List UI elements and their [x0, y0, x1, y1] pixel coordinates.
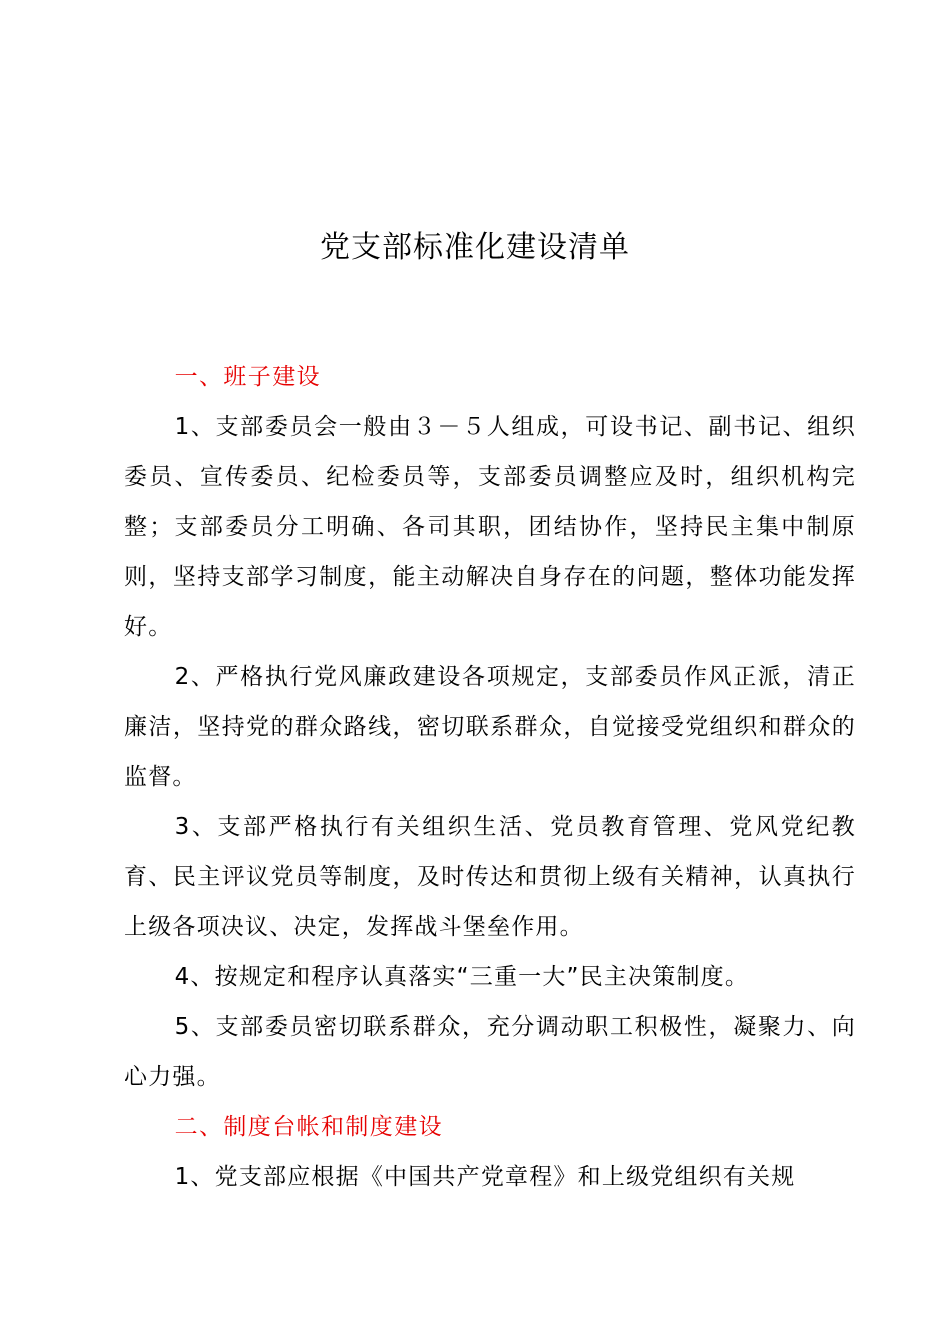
document-body [124, 352, 856, 1202]
paragraph-6: 1、党支部应根据《中国共产党章程》和上级党组织有关规 [174, 1164, 796, 1190]
paragraph-1: 1、支部委员会一般由３－５人组成，可设书记、副书记、组织委员、宣传委员、纪检委员等，支部委员调整应及时，组织机构完整；支部委员分工明确、各司其职，团结协作，坚持民主集中制原则，坚持支部学习制度，能主动解决自身存在的问题，整体功能发挥好。 [124, 414, 856, 640]
paragraph-4: 4、按规定和程序认真落实“三重一大”民主决策制度。 [174, 964, 750, 990]
paragraph-5: 5、支部委员密切联系群众，充分调动职工积极性，凝聚力、向心力强。 [124, 1014, 856, 1090]
paragraph-2: 2、严格执行党风廉政建设各项规定，支部委员作风正派，清正廉洁，坚持党的群众路线，密切联系群众，自觉接受党组织和群众的监督。 [124, 664, 856, 790]
paragraph-3: 3、支部严格执行有关组织生活、党员教育管理、党风党纪教育、民主评议党员等制度，及时传达和贯彻上级有关精神，认真执行上级各项决议、决定，发挥战斗堡垒作用。 [124, 814, 856, 940]
section-heading-leadership: 一、班子建设 [174, 364, 321, 390]
page-title: 党支部标准化建设清单 [320, 230, 630, 265]
section-heading-system: 二、制度台帐和制度建设 [174, 1114, 443, 1140]
